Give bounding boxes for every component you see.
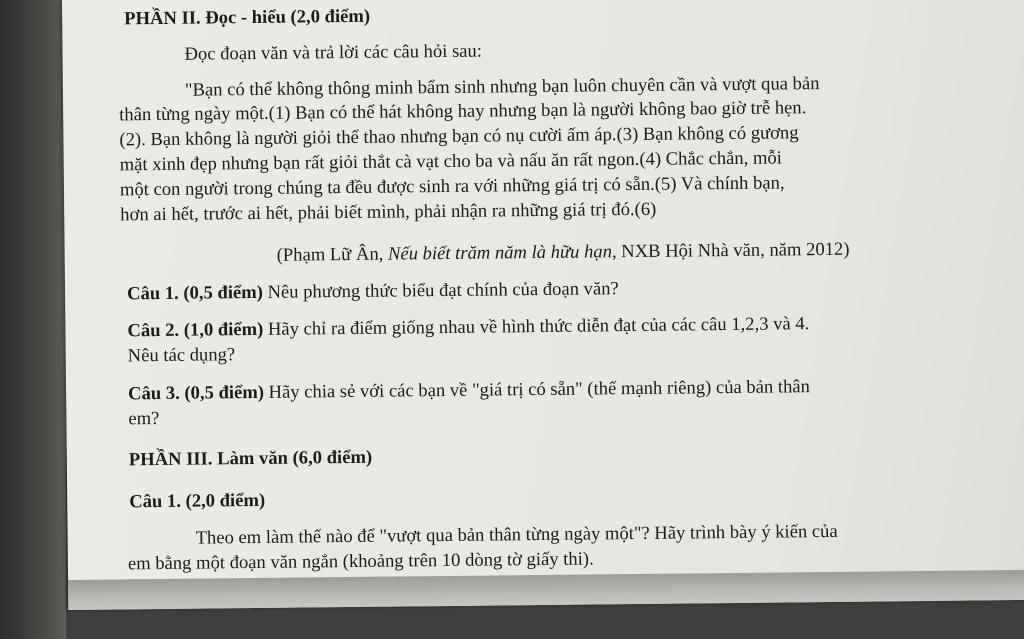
part2-instruction: Đọc đoạn văn và trả lời các câu hỏi sau: — [184, 40, 483, 65]
question-text: Nêu phương thức biểu đạt chính của đoạn văn? — [262, 278, 619, 303]
passage-line: hơn ai hết, trước ai hết, phải biết mình, phải nhận ra những giá trị đó.(6) — [120, 198, 657, 226]
question-label: Câu 2. (1,0 điểm) — [127, 318, 264, 342]
part3-question-line: Theo em làm thế nào để "vượt qua bản thân từng ngày một"? Hãy trình bày ý kiến của — [195, 520, 838, 549]
source-close: , NXB Hội Nhà văn, năm 2012) — [611, 238, 850, 263]
passage-line: mặt xinh đẹp nhưng bạn rất giỏi thắt cà vạt cho ba và nấu ăn rất ngon.(4) Chắc chắn, mỗi — [119, 147, 783, 176]
part3-question-1-label: Câu 1. (2,0 điểm) — [129, 489, 266, 513]
question-1 — [127, 277, 619, 306]
source-open: (Phạm Lữ Ân, — [276, 243, 389, 266]
question-label: Câu 3. (0,5 điểm) — [128, 381, 265, 405]
part3-question-line: em bằng một đoạn văn ngắn (khoảng trên 10 dòng tờ giấy thi). — [127, 548, 594, 575]
question-3 — [128, 375, 810, 406]
passage-line: thân từng ngày một.(1) Bạn có thể hát không hay nhưng bạn là người không bao giờ trễ hẹn. — [119, 97, 807, 126]
question-text: Hãy chia sẻ với các bạn về "giá trị có sẵn" (thế mạnh riêng) của bản thân — [263, 376, 810, 403]
paper-bottom-shadow — [68, 570, 1024, 610]
exam-paper — [62, 0, 1024, 610]
question-2-cont: Nêu tác dụng? — [127, 344, 236, 367]
question-3-cont: em? — [128, 408, 160, 430]
question-label: Câu 1. (0,5 điểm) — [126, 281, 264, 305]
passage-line: "Bạn có thể không thông minh bẩm sinh nhưng bạn luôn chuyên cần và vượt qua bản — [184, 73, 820, 101]
passage-line: một con người trong chúng ta đều được sinh ra với những giá trị có sẵn.(5) Và chính bạn, — [119, 172, 785, 201]
question-2 — [127, 312, 809, 343]
passage-line: (2). Bạn không là người giỏi thể thao nhưng bạn có nụ cười ấm áp.(3) Bạn không có gương — [119, 122, 799, 151]
question-text: Hãy chỉ ra điểm giống nhau về hình thức diễn đạt của các câu 1,2,3 và 4. — [263, 313, 810, 340]
background-shadow — [0, 0, 66, 639]
part3-heading: PHẦN III. Làm văn (6,0 điểm) — [128, 446, 373, 471]
source-title: Nếu biết trăm năm là hữu hạn — [387, 241, 613, 265]
passage-source — [277, 238, 850, 268]
part2-heading: PHẦN II. Đọc - hiểu (2,0 điểm) — [124, 5, 371, 30]
